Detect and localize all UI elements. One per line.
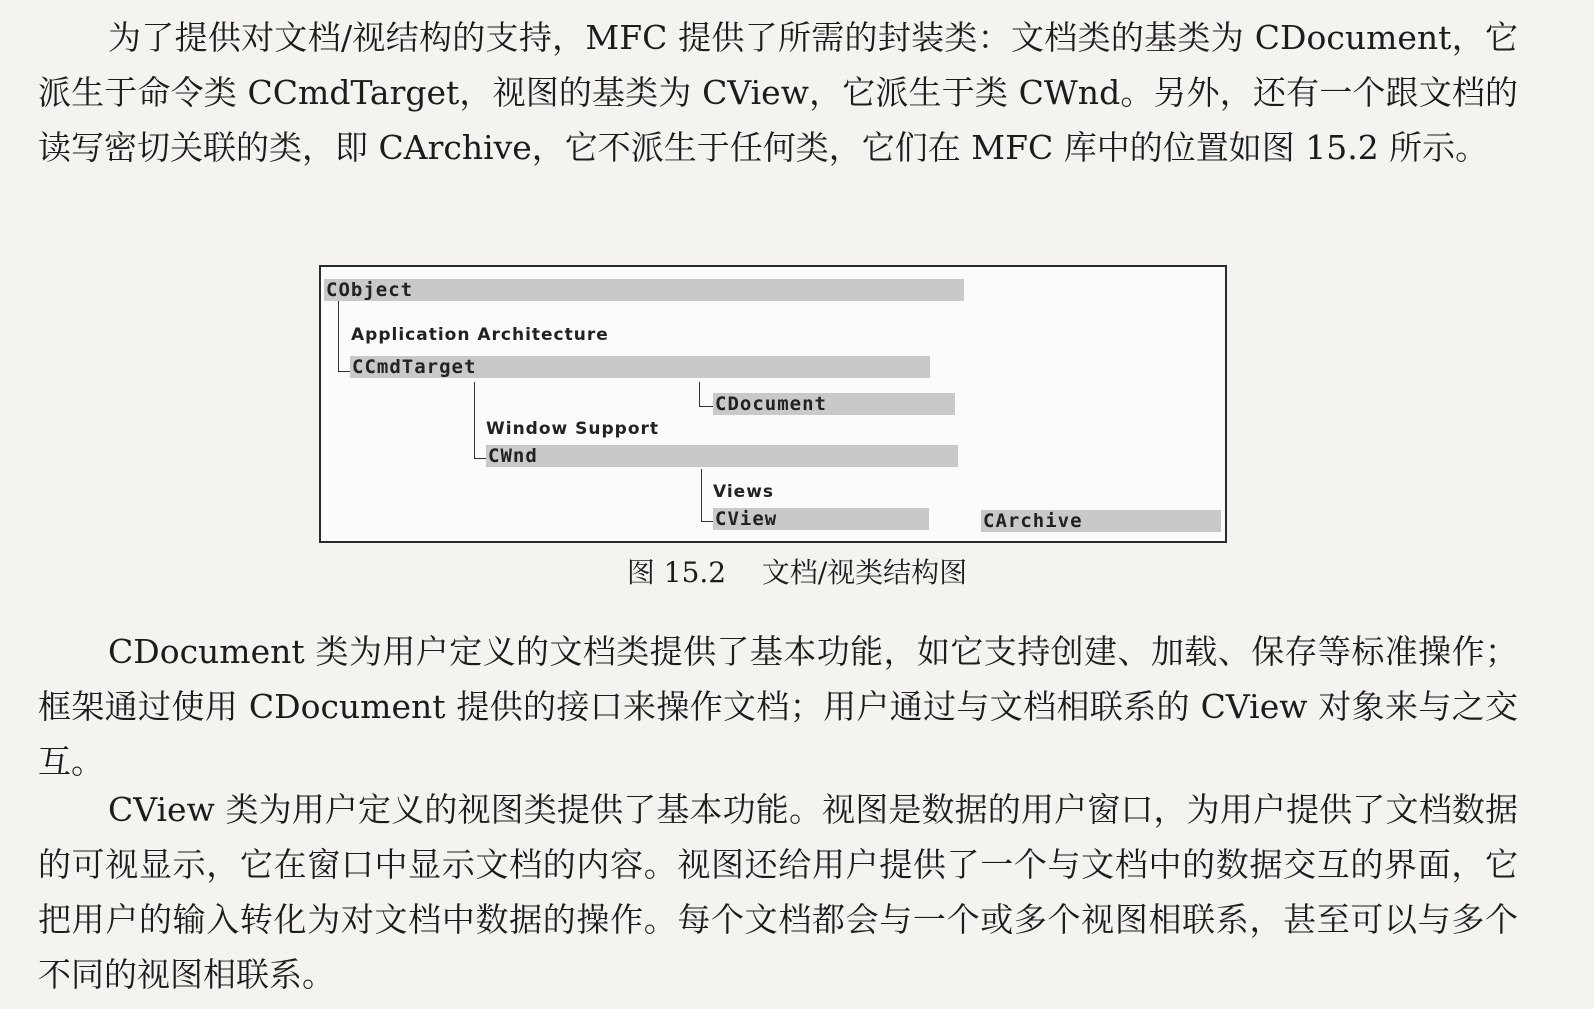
cdocument-node: CDocument	[715, 393, 827, 415]
cview-node: CView	[715, 508, 778, 530]
connector-line	[701, 469, 702, 521]
figure-caption: 图 15.2 文档/视类结构图	[626, 556, 968, 589]
class-hierarchy-figure	[319, 265, 1227, 543]
connector-line	[474, 458, 486, 459]
connector-line	[699, 406, 713, 407]
application-architecture-label: Application Architecture	[351, 325, 609, 345]
connector-line	[699, 382, 700, 406]
ccmdtarget-node: CCmdTarget	[352, 356, 477, 378]
views-label: Views	[713, 482, 775, 502]
connector-line	[474, 382, 475, 458]
connector-line	[701, 521, 713, 522]
cdocument-paragraph: CDocument 类为用户定义的文档类提供了基本功能，如它支持创建、加载、保存等标准操作；框架通过使用 CDocument 提供的接口来操作文档；用户通过与文档相联系的 CView 对象来与之交互。	[38, 632, 1518, 781]
cobject-bar	[324, 279, 964, 301]
connector-line	[338, 371, 350, 372]
window-support-label: Window Support	[486, 419, 660, 439]
cwnd-node: CWnd	[488, 445, 538, 467]
intro-paragraph: 为了提供对文档/视结构的支持，MFC 提供了所需的封装类：文档类的基类为 CDocument，它派生于命令类 CCmdTarget，视图的基类为 CView，它派生于类 CWnd。另外，还有一个跟文档的读写密切关联的类，即 CArchive，它不派生于任何类，它们在 MFC 库中的位置如图 15.2 所示。	[38, 18, 1518, 167]
cwnd-bar	[486, 445, 958, 467]
carchive-node: CArchive	[983, 510, 1083, 532]
cobject-node: CObject	[326, 279, 414, 301]
cview-paragraph: CView 类为用户定义的视图类提供了基本功能。视图是数据的用户窗口，为用户提供了文档数据的可视显示，它在窗口中显示文档的内容。视图还给用户提供了一个与文档中的数据交互的界面，它把用户的输入转化为对文档中数据的操作。每个文档都会与一个或多个视图相联系，甚至可以与多个不同的视图相联系。	[38, 790, 1518, 994]
connector-line	[338, 293, 339, 371]
